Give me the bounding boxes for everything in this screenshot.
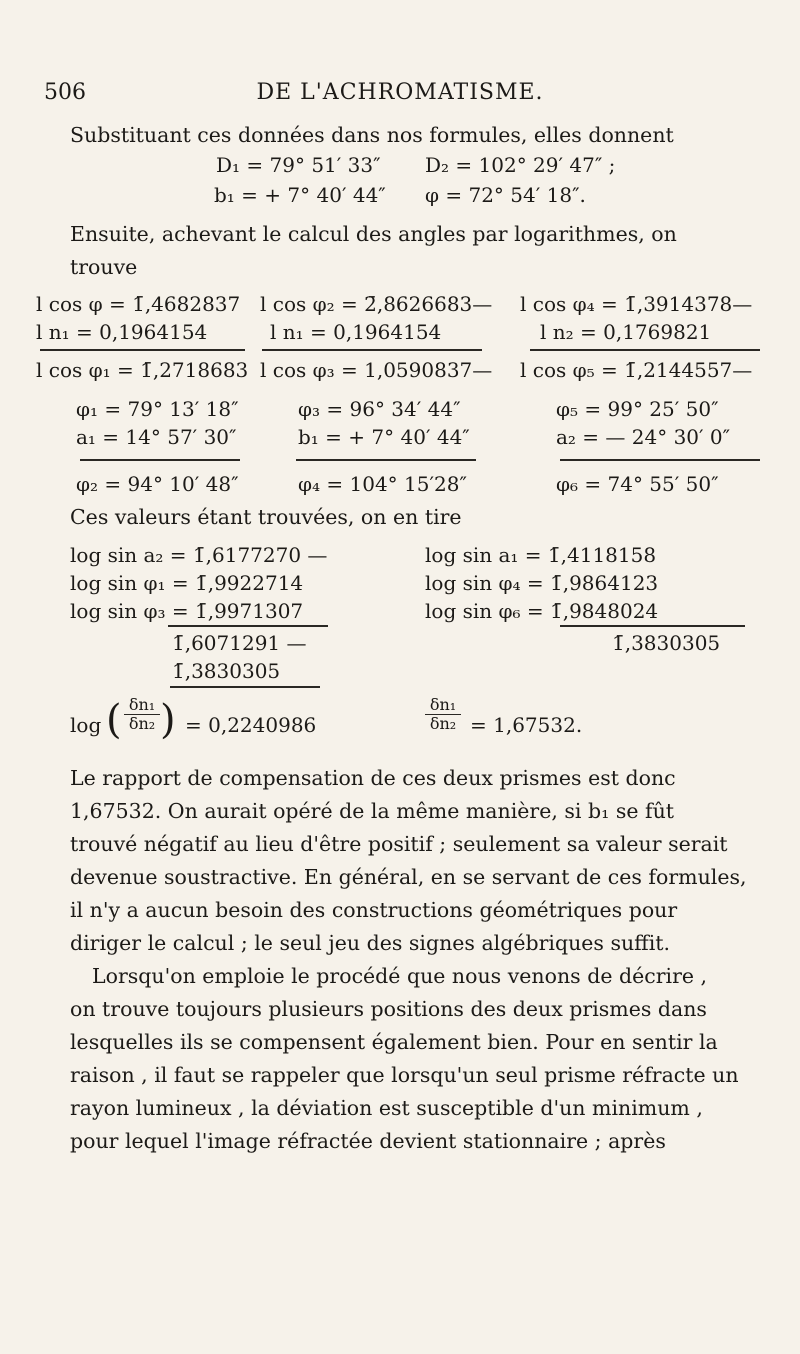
rule: [262, 349, 482, 351]
equation-phi: φ = 72° 54′ 18″.: [425, 183, 586, 207]
rule: [296, 459, 476, 461]
running-title: DE L'ACHROMATISME.: [256, 80, 544, 105]
equation-d2: D₂ = 102° 29′ 47″ ;: [425, 153, 616, 177]
rule: [80, 459, 240, 461]
left-paren: (: [106, 697, 122, 743]
sine-row: log sin a₂ = 1̄,6177270 —: [70, 543, 328, 567]
sine-difference: 1̄,3830305: [172, 659, 281, 683]
body-line: raison , il faut se rappeler que lorsqu'un seul prisme réfracte un: [70, 1063, 739, 1087]
rule: [168, 625, 328, 627]
fraction-numerator: δn₁: [429, 695, 457, 714]
fraction-numerator: δn₁: [128, 695, 156, 714]
fraction-denominator: δn₂: [128, 714, 156, 733]
log-cell: l cos φ₅ = 1̄,2144557—: [520, 358, 753, 382]
ratio-log-value: = 0,2240986: [185, 713, 317, 737]
log-cell: l n₁ = 0,1964154: [270, 320, 442, 344]
body-line: devenue soustractive. En général, en se servant de ces formules,: [70, 865, 747, 889]
rule: [560, 625, 745, 627]
body-line: lesquelles ils se compensent également bien. Pour en sentir la: [70, 1030, 718, 1054]
log-cell: φ₄ = 104° 15′28″: [298, 472, 467, 496]
log-cell: a₁ = 14° 57′ 30″: [76, 425, 237, 449]
intro-line-3: trouve: [70, 255, 138, 279]
log-cell: l cos φ₃ = 1,0590837—: [260, 358, 493, 382]
rule: [560, 459, 760, 461]
log-cell: a₂ = — 24° 30′ 0″: [556, 425, 731, 449]
fraction: [124, 696, 160, 733]
body-line: on trouve toujours plusieurs positions des deux prismes dans: [70, 997, 707, 1021]
body-line: pour lequel l'image réfractée devient stationnaire ; après: [70, 1129, 666, 1153]
fraction-denominator: δn₂: [429, 714, 457, 733]
intro-line: Substituant ces données dans nos formules, elles donnent: [70, 123, 674, 147]
log-cell: φ₆ = 74° 55′ 50″: [556, 472, 719, 496]
log-label: log: [70, 713, 102, 737]
log-cell: l cos φ₁ = 1̄,2718683: [36, 358, 249, 382]
sine-sum: 1̄,6071291 —: [172, 631, 307, 655]
sine-row: log sin φ₁ = 1̄,9922714: [70, 571, 304, 595]
equation-d1: D₁ = 79° 51′ 33″: [216, 153, 381, 177]
intro-line-2: Ensuite, achevant le calcul des angles par logarithmes, on: [70, 222, 677, 246]
right-paren: ): [160, 697, 176, 743]
log-cell: l cos φ₂ = 2̄,8626683—: [260, 292, 493, 316]
rule: [40, 349, 245, 351]
sine-row: log sin φ₄ = 1̄,9864123: [425, 571, 659, 595]
body-line: Lorsqu'on emploie le procédé que nous venons de décrire ,: [92, 964, 708, 988]
body-line: Le rapport de compensation de ces deux prismes est donc: [70, 766, 676, 790]
log-cell: φ₃ = 96° 34′ 44″: [298, 397, 461, 421]
sine-row: log sin a₁ = 1̄,4118158: [425, 543, 657, 567]
fraction: [425, 696, 461, 733]
sine-row: log sin φ₆ = 1̄,9848024: [425, 599, 659, 623]
rule: [530, 349, 760, 351]
transition-line: Ces valeurs étant trouvées, on en tire: [70, 505, 462, 529]
log-cell: l n₂ = 0,1769821: [540, 320, 712, 344]
log-cell: φ₁ = 79° 13′ 18″: [76, 397, 239, 421]
log-cell: l n₁ = 0,1964154: [36, 320, 208, 344]
log-cell: b₁ = + 7° 40′ 44″: [298, 425, 470, 449]
body-line: diriger le calcul ; le seul jeu des signes algébriques suffit.: [70, 931, 671, 955]
body-line: il n'y a aucun besoin des constructions géométriques pour: [70, 898, 678, 922]
rule: [170, 686, 320, 688]
page-number: 506: [44, 80, 86, 105]
log-cell: l cos φ₄ = 1̄,3914378—: [520, 292, 753, 316]
log-cell: φ₂ = 94° 10′ 48″: [76, 472, 239, 496]
equation-b1: b₁ = + 7° 40′ 44″: [214, 183, 386, 207]
body-line: trouvé négatif au lieu d'être positif ; seulement sa valeur serait: [70, 832, 728, 856]
body-line: 1,67532. On aurait opéré de la même manière, si b₁ se fût: [70, 799, 675, 823]
sine-sum: 1̄,3830305: [612, 631, 721, 655]
sine-row: log sin φ₃ = 1̄,9971307: [70, 599, 304, 623]
body-line: rayon lumineux , la déviation est susceptible d'un minimum ,: [70, 1096, 703, 1120]
log-cell: φ₅ = 99° 25′ 50″: [556, 397, 719, 421]
ratio-value: = 1,67532.: [470, 713, 583, 737]
log-cell: l cos φ = 1̄,4682837: [36, 292, 241, 316]
